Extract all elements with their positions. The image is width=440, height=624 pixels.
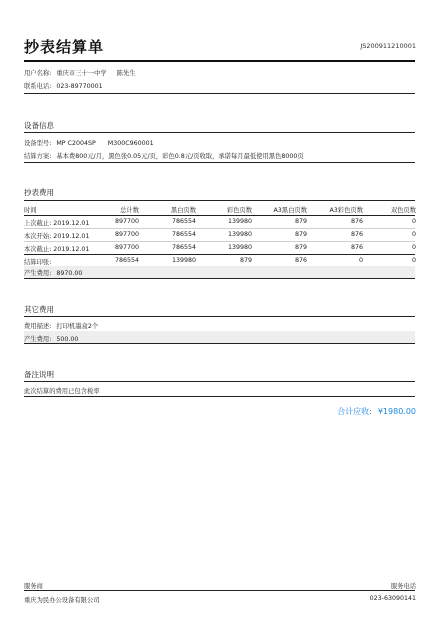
settlement-plan-value: 基本费800元/月，黑色张0.05元/页，彩色0.8元/页收取，承诺每月最低使用黑色8000页: [56, 153, 304, 160]
row-divider: [24, 228, 415, 229]
cell-color: 139980: [227, 244, 252, 251]
meter-fee-value: 8970.00: [56, 270, 83, 277]
row-divider: [24, 241, 415, 242]
cell-time: 上次截止: 2019.12.01: [24, 220, 90, 227]
provider-label: 服务商: [24, 583, 43, 590]
cell-duplex: 0: [411, 244, 416, 251]
service-phone-label: 服务电话: [390, 583, 416, 590]
device-model-value: MP C2004SP: [56, 140, 96, 147]
other-fee-label: 产生费用:: [24, 336, 52, 343]
customer-phone-label: 联系电话:: [24, 83, 52, 90]
page-title: 抄表结算单: [24, 38, 105, 56]
other-divider: [24, 316, 415, 317]
cell-duplex: 0: [411, 218, 416, 225]
col-header-a3-bw: A3黑白页数: [273, 207, 307, 214]
col-header-time: 时间: [24, 207, 37, 214]
cell-time: 本次开始: 2019.12.01: [24, 233, 90, 240]
cell-time: 本次截止: 2019.12.01: [24, 246, 90, 253]
other-fee-value: 500.00: [56, 336, 79, 343]
customer-name-value: 重庆市三十一中学: [56, 70, 107, 77]
cell-a3-color: 876: [350, 218, 363, 225]
customer-phone-value: 023-89770001: [56, 83, 103, 90]
cell-color: 139980: [227, 218, 252, 225]
row-divider: [24, 254, 415, 255]
meter-section-title: 抄表费用: [24, 188, 54, 197]
cell-value: 139980: [171, 257, 196, 264]
contact-name: 陈先生: [116, 70, 136, 77]
cell-bw: 786554: [171, 231, 196, 238]
footer-divider: [24, 590, 415, 591]
device-model-label: 设备型号:: [24, 140, 52, 147]
cell-a3-bw: 879: [294, 218, 307, 225]
cell-a3-color: 876: [350, 244, 363, 251]
remarks-section-title: 备注说明: [24, 370, 54, 379]
col-header-color: 彩色页数: [226, 207, 252, 214]
device-serial-value: M300C960001: [107, 140, 154, 147]
cell-a3-bw: 879: [294, 231, 307, 238]
remarks-bottom-divider: [24, 396, 415, 397]
meter-divider: [24, 200, 415, 201]
remarks-text: 此次结算的费用已包含税率: [24, 388, 100, 395]
cell-value: 0: [411, 257, 416, 264]
meter-fee-label: 产生费用:: [24, 270, 52, 277]
col-header-total: 总计数: [120, 207, 139, 214]
other-section-title: 其它费用: [24, 305, 54, 314]
customer-divider: [24, 93, 415, 94]
cell-color: 139980: [227, 231, 252, 238]
provider-value: 重庆为民办公设备有限公司: [24, 597, 100, 604]
other-desc-value: 打印机墨盒2个: [56, 323, 99, 330]
settlement-plan-label: 结算方案:: [24, 153, 52, 160]
meter-fee-row: [24, 266, 415, 278]
table-row: [0, 218, 440, 228]
cell-duplex: 0: [411, 231, 416, 238]
meter-fee-text: [24, 268, 82, 277]
col-header-bw: 黑白页数: [170, 207, 196, 214]
other-fee-row: [24, 331, 415, 343]
device-section-title: 设备信息: [24, 121, 54, 130]
table-row: [0, 231, 440, 241]
cell-value: 879: [239, 257, 252, 264]
remarks-divider: [24, 381, 415, 382]
service-phone-value: 023-63090141: [369, 595, 416, 602]
cell-value: 0: [358, 257, 363, 264]
cell-bw: 786554: [171, 218, 196, 225]
cell-bw: 786554: [171, 244, 196, 251]
device-bottom-divider: [24, 162, 415, 163]
col-header-duplex: 双色页数: [390, 207, 416, 214]
meter-table-header: [0, 205, 440, 215]
cell-total: 897700: [114, 244, 139, 251]
cell-label: 结算印张:: [24, 259, 52, 266]
device-model-row: [24, 138, 154, 147]
document-number: JS200911210001: [360, 42, 416, 50]
other-bottom-divider: [24, 343, 415, 344]
customer-phone-row: [24, 81, 103, 90]
total-value: ¥1980.00: [377, 407, 416, 416]
meter-bottom-divider: [24, 278, 415, 279]
cell-total: 897700: [114, 231, 139, 238]
customer-name-row: [24, 68, 136, 77]
settlement-plan-row: [24, 151, 304, 160]
cell-value: 876: [294, 257, 307, 264]
cell-a3-bw: 879: [294, 244, 307, 251]
cell-value: 786554: [114, 257, 139, 264]
other-fee-text: [24, 334, 78, 343]
total-amount: [337, 406, 416, 417]
device-divider: [24, 132, 415, 133]
cell-total: 897700: [114, 218, 139, 225]
table-row: [0, 244, 440, 254]
col-header-a3-color: A3彩色页数: [329, 207, 363, 214]
header-divider: [24, 60, 415, 62]
customer-name-label: 用户名称:: [24, 70, 52, 77]
other-desc-row: [24, 321, 98, 330]
cell-a3-color: 876: [350, 231, 363, 238]
meter-header-divider: [24, 215, 415, 216]
other-desc-label: 费用描述:: [24, 323, 52, 330]
total-label: 合计应收:: [337, 407, 372, 416]
